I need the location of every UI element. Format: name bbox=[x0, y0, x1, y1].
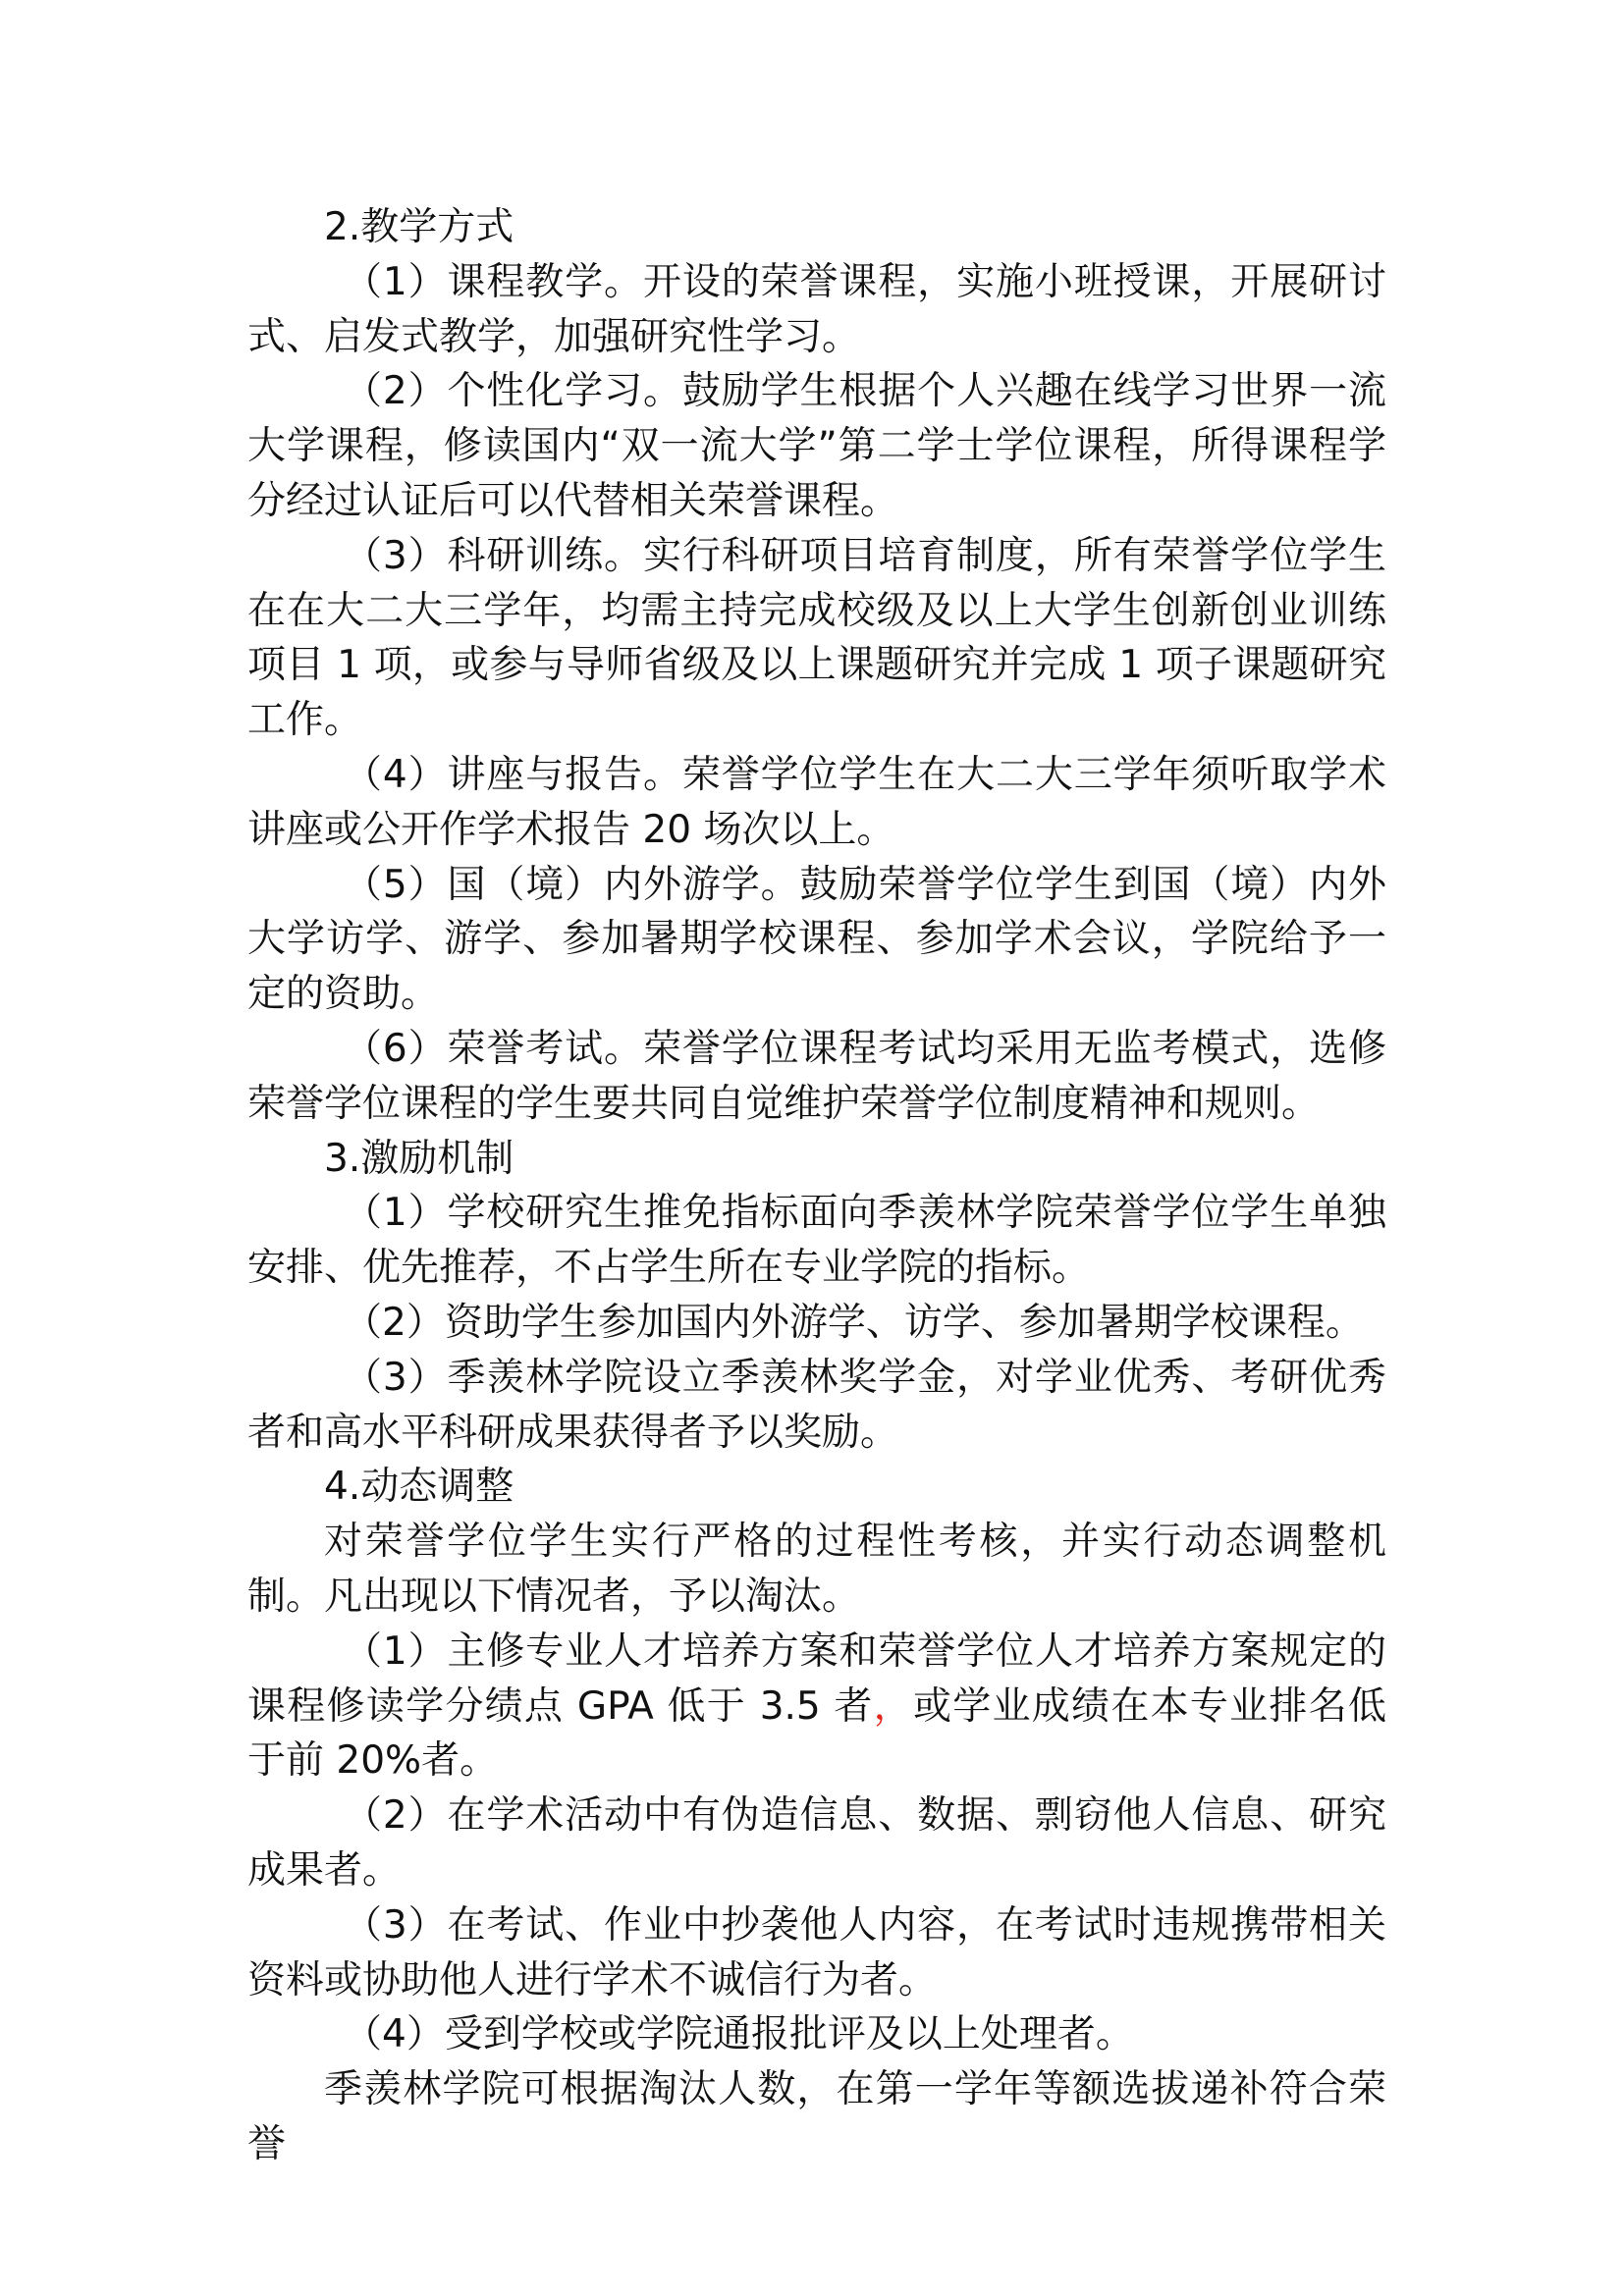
gpa-rule-red-comma: ， bbox=[873, 1683, 913, 1729]
section-heading-teaching-methods: 2.教学方式 bbox=[324, 205, 514, 249]
paragraph-scholarship: （3）季羡林学院设立季羡林奖学金，对学业优秀、考研优秀者和高水平科研成果获得者予以奖励。 bbox=[247, 1355, 1386, 1455]
paragraph-lectures-reports: （4）讲座与报告。荣誉学位学生在大二大三学年须听取学术讲座或公开作学术报告 20 场次以上。 bbox=[247, 752, 1386, 852]
paragraph-course-teaching: （1）课程教学。开设的荣誉课程，实施小班授课，开展研讨式、启发式教学，加强研究性学习。 bbox=[247, 259, 1386, 359]
paragraph-replacement: 季羡林学院可根据淘汰人数，在第一学年等额选拔递补符合荣誉 bbox=[247, 2067, 1386, 2166]
paragraph-research-training: （3）科研训练。实行科研项目培育制度，所有荣誉学位学生在在大二大三学年，均需主持完成校级及以上大学生创新创业训练项目 1 项，或参与导师省级及以上课题研究并完成 1 项子课题研究工作。 bbox=[247, 533, 1386, 743]
section-heading-dynamic-adjustment: 4.动态调整 bbox=[324, 1465, 514, 1510]
gpa-rule-part-a: （1）主修专业人才培养方案和荣誉学位人才培养方案规定的课程修读学分绩点 GPA 低于 3.5 者 bbox=[247, 1629, 1386, 1729]
gpa-rule-part-b: 或学业成绩在本专业排名低于前 20%者。 bbox=[247, 1683, 1386, 1784]
paragraph-criticism-rule: （4）受到学校或学院通报批评及以上处理者。 bbox=[344, 2012, 1134, 2057]
paragraph-study-tour: （5）国（境）内外游学。鼓励荣誉学位学生到国（境）内外大学访学、游学、参加暑期学校课程、参加学术会议，学院给予一定的资助。 bbox=[247, 862, 1386, 1017]
paragraph-graduate-recommendation: （1）学校研究生推免指标面向季羡林学院荣誉学位学生单独安排、优先推荐，不占学生所在专业学院的指标。 bbox=[247, 1191, 1386, 1291]
section-heading-incentives: 3.激励机制 bbox=[324, 1136, 514, 1181]
paragraph-plagiarism-rule: （3）在考试、作业中抄袭他人内容，在考试时违规携带相关资料或协助他人进行学术不诚信行为者。 bbox=[247, 1902, 1386, 2002]
paragraph-funding: （2）资助学生参加国内外游学、访学、参加暑期学校课程。 bbox=[344, 1300, 1364, 1345]
paragraph-gpa-rule bbox=[247, 1625, 1386, 1789]
paragraph-personalized-learning: （2）个性化学习。鼓励学生根据个人兴趣在线学习世界一流大学课程，修读国内“双一流大学”第二学士学位课程，所得课程学分经过认证后可以代替相关荣誉课程。 bbox=[247, 369, 1386, 523]
paragraph-honor-exam: （6）荣誉考试。荣誉学位课程考试均采用无监考模式，选修荣誉学位课程的学生要共同自觉维护荣誉学位制度精神和规则。 bbox=[247, 1026, 1386, 1126]
paragraph-fabrication-rule: （2）在学术活动中有伪造信息、数据、剽窃他人信息、研究成果者。 bbox=[247, 1793, 1386, 1893]
paragraph-assessment-intro: 对荣誉学位学生实行严格的过程性考核，并实行动态调整机制。凡出现以下情况者，予以淘汰。 bbox=[247, 1520, 1386, 1619]
